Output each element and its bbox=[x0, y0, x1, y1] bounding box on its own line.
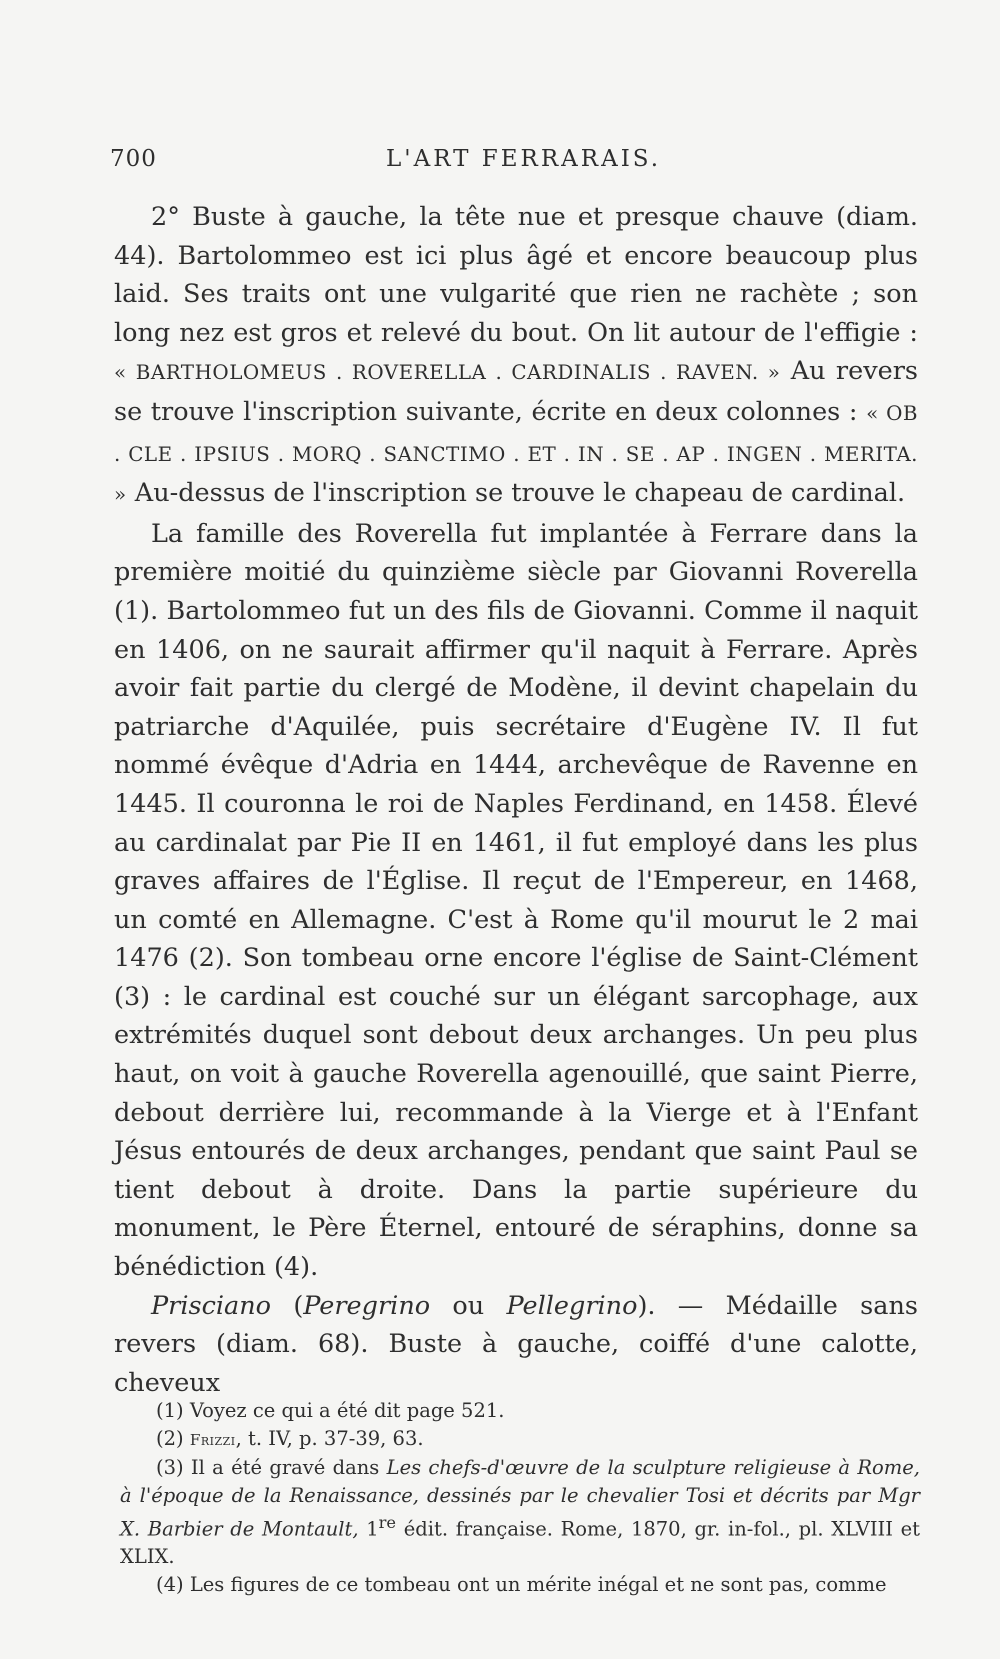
main-text bbox=[114, 198, 918, 1402]
text-run: 2° Buste à gauche, la tête nue et presque chauve (diam. 44). Bartolommeo est ici plus âgé et encore beaucoup plus laid. Ses traits ont une vulgarité que rien ne rachète ; son long nez est gros et relevé du bout. On lit autour de l'effigie : bbox=[114, 202, 918, 348]
footnote-4: (4) Les figures de ce tombeau ont un mérite inégal et ne sont pas, comme bbox=[156, 1572, 887, 1596]
page-number: 700 bbox=[110, 146, 157, 172]
text-run: Au-dessus de l'inscription se trouve le chapeau de cardinal. bbox=[126, 478, 906, 509]
running-title: L'ART FERRARAIS. bbox=[386, 146, 662, 172]
superscript: re bbox=[378, 1513, 397, 1532]
book-title: Les chefs-d'œuvre de la sculpture religieuse à Rome, à l'époque de la Renaissance, dessinés par le chevalier Tosi et décrits par Mgr X. Barbier de Montault, bbox=[120, 1456, 920, 1541]
text-run: ). — Médaille sans revers (diam. 68). Buste à gauche, coiffé d'une calotte, cheveux bbox=[114, 1290, 918, 1398]
footnotes bbox=[120, 1397, 920, 1598]
name-pellegrino: Pellegrino bbox=[506, 1290, 638, 1321]
paragraph-medal-description bbox=[114, 198, 918, 515]
name-peregrino: Peregrino bbox=[303, 1290, 431, 1321]
text-run: 1 bbox=[358, 1517, 379, 1541]
footnote-3 bbox=[120, 1454, 920, 1571]
text-run: édit. française. Rome, 1870, gr. in-fol., pl. XLVIII et XLIX. bbox=[120, 1517, 920, 1568]
text-run: (2) bbox=[156, 1426, 190, 1450]
name-prisciano: Prisciano bbox=[151, 1290, 272, 1321]
text-run: (3) Il a été gravé dans bbox=[156, 1456, 387, 1479]
reverse-inscription: « OB . CLE . IPSIUS . MORQ . SANCTIMO . ET . IN . SE . AP . INGEN . MERITA. » bbox=[114, 401, 918, 507]
footnote-1: (1) Voyez ce qui a été dit page 521. bbox=[156, 1399, 505, 1422]
author-frizzi: Frizzi bbox=[189, 1430, 236, 1449]
text-run: ou bbox=[430, 1290, 507, 1321]
footnote-2 bbox=[120, 1425, 920, 1455]
paragraph-prisciano bbox=[114, 1287, 918, 1403]
text-run: , t. IV, p. 37-39, 63. bbox=[235, 1426, 424, 1450]
obverse-legend: « BARTHOLOMEUS . ROVERELLA . CARDINALIS . RAVEN. » bbox=[114, 361, 781, 385]
text-run: Au revers se trouve l'inscription suivante, écrite en deux colonnes : bbox=[114, 356, 918, 427]
paragraph-roverella-biography: La famille des Roverella fut implantée à Ferrare dans la première moitié du quinzième siècle par Giovanni Roverella (1). Bartolommeo fut un des fils de Giovanni. Comme il naquit en 1406, on ne saurait affirmer qu'il naquit à Ferrare. Après avoir fait partie du clergé de Modène, il devint chapelain du patriarche d'Aquilée, puis secrétaire d'Eugène IV. Il fut nommé évêque d'Adria en 1444, archevêque de Ravenne en 1445. Il couronna le roi de Naples Ferdinand, en 1458. Élevé au cardinalat par Pie II en 1461, il fut employé dans les plus graves affaires de l'Église. Il reçut de l'Empereur, en 1468, un comté en Allemagne. C'est à Rome qu'il mourut le 2 mai 1476 (2). Son tombeau orne encore l'église de Saint-Clément (3) : le cardinal est couché sur un élégant sarcophage, aux extrémités duquel sont debout deux archanges. Un peu plus haut, on voit à gauche Roverella agenouillé, que saint Pierre, debout derrière lui, recommande à la Vierge et à l'Enfant Jésus entourés de deux archanges, pendant que saint Paul se tient debout à droite. Dans la partie supérieure du monument, le Père Éternel, entouré de séraphins, donne sa bénédiction (4). bbox=[114, 518, 918, 1283]
text-run: ( bbox=[271, 1290, 304, 1321]
